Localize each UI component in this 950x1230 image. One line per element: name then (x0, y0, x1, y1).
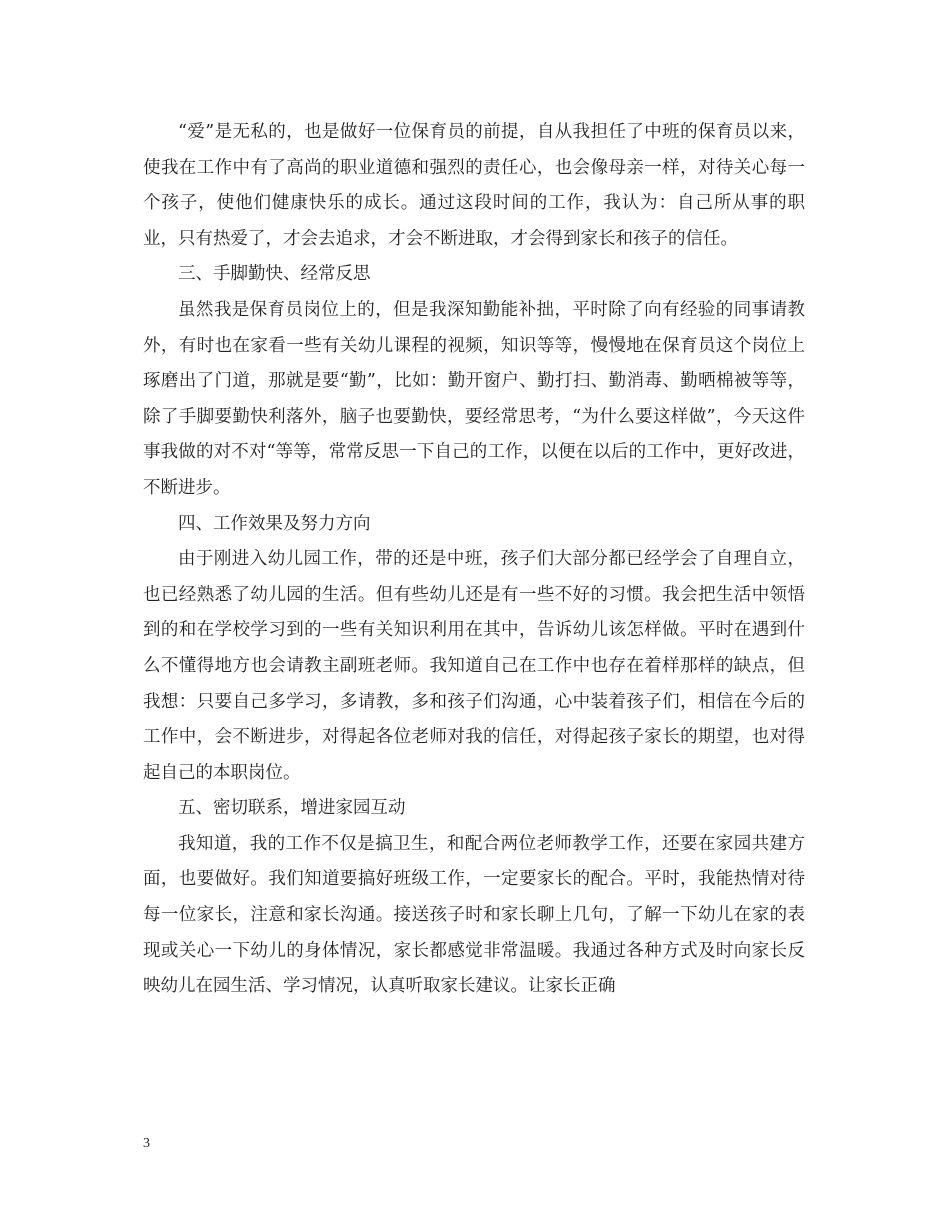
paragraph-work-effect: 由于刚进入幼儿园工作，带的还是中班，孩子们大部分都已经学会了自理自立，也已经熟悉了幼儿园的生活。但有些幼儿还是有一些不好的习惯。我会把生活中领悟到的和在学校学习到的一些有关知识利用在其中，告诉幼儿该怎样做。平时在遇到什么不懂得地方也会请教主副班老师。我知道自己在工作中也存在着样那样的缺点，但我想：只要自己多学习，多请教，多和孩子们沟通，心中装着孩子们，相信在今后的工作中，会不断进步，对得起各位老师对我的信任，对得起孩子家长的期望，也对得起自己的本职岗位。 (143, 549, 805, 783)
page-number: 3 (143, 1136, 150, 1151)
section-heading-3: 三、手脚勤快、经常反思 (178, 264, 371, 285)
document-body (143, 115, 805, 1005)
section-heading-5: 五、密切联系，增进家园互动 (178, 798, 406, 819)
paragraph-diligence: 虽然我是保育员岗位上的，但是我深知勤能补拙，平时除了向有经验的同事请教外，有时也在家看一些有关幼儿课程的视频，知识等等，慢慢地在保育员这个岗位上琢磨出了门道，那就是要“勤”，比如：勤开窗户、勤打扫、勤消毒、勤晒棉被等等，除了手脚要勤快利落外，脑子也要勤快，要经常思考，“为什么要这样做”，今天这件事我做的对不对“等等，常常反思一下自己的工作，以便在以后的工作中，更好改进，不断进步。 (143, 299, 805, 498)
paragraph-love-selfless: “爱”是无私的，也是做好一位保育员的前提，自从我担任了中班的保育员以来，使我在工作中有了高尚的职业道德和强烈的责任心，也会像母亲一样，对待关心每一个孩子，使他们健康快乐的成长。通过这段时间的工作，我认为：自己所从事的职业，只有热爱了，才会去追求，才会不断进取，才会得到家长和孩子的信任。 (143, 122, 805, 249)
section-heading-4: 四、工作效果及努力方向 (178, 513, 371, 534)
paragraph-home-school: 我知道，我的工作不仅是搞卫生，和配合两位老师教学工作，还要在家园共建方面，也要做好。我们知道要搞好班级工作，一定要家长的配合。平时，我能热情对待每一位家长，注意和家长沟通。接送孩子时和家长聊上几句，了解一下幼儿在家的表现或关心一下幼儿的身体情况，家长都感觉非常温暖。我通过各种方式及时向家长反映幼儿在园生活、学习情况，认真听取家长建议。让家长正确 (143, 833, 805, 997)
